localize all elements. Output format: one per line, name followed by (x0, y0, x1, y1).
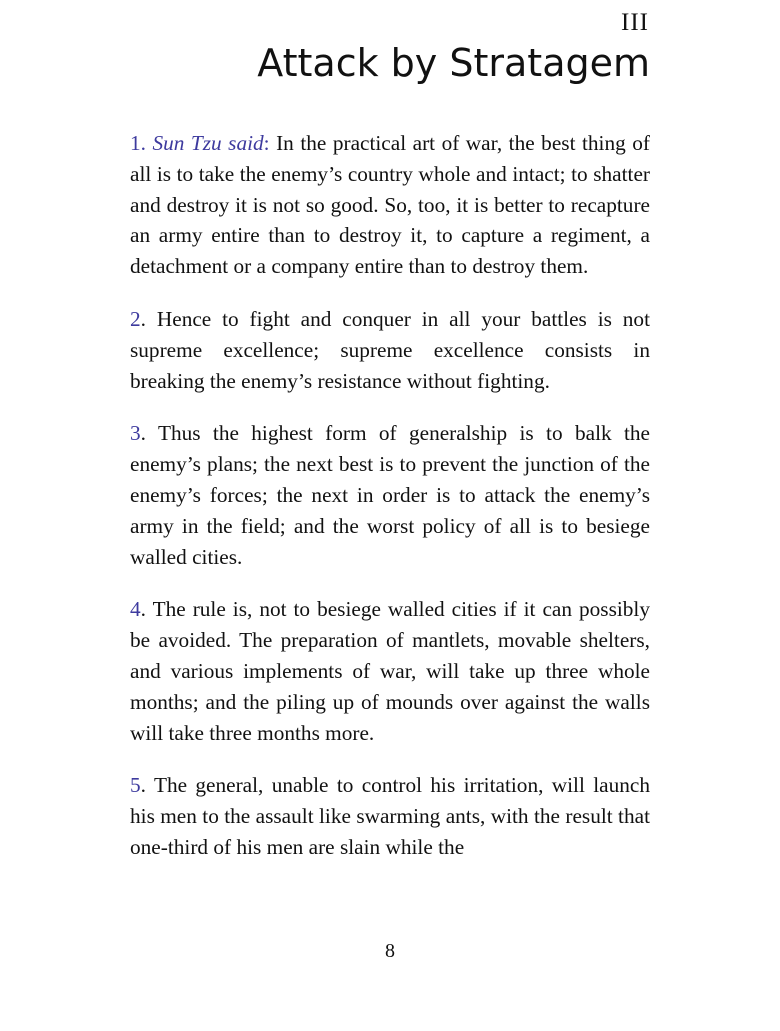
paragraph-number: 3 (130, 421, 141, 446)
paragraph-text: Thus the highest form of generalship is to balk the enemy’s plans; the next best is to prevent the junction of the enemy’s forces; the next in order is to attack the enemy’s army in the field; and the worst policy of all is to besiege walled cities. (130, 421, 650, 569)
speaker-attribution: Sun Tzu said (152, 131, 264, 155)
paragraph-text: In the practical art of war, the best thing of all is to take the enemy’s country whole and intact; to shatter and destroy it is not so good. So, too, it is better to recapture an army entire than to destroy it, to capture a regiment, a detachment or a company entire than to destroy them. (130, 131, 650, 279)
paragraph-2: 2. Hence to fight and conquer in all your battles is not supreme excellence; supreme excellence consists in breaking the enemy’s resistance without fighting. (130, 306, 650, 393)
chapter-title: Attack by Stratagem (257, 41, 650, 85)
paragraph-number: 5 (130, 773, 141, 798)
paragraph-number: 1 (130, 131, 141, 155)
paragraph-text: The rule is, not to besiege walled cities if it can possibly be avoided. The preparation of mantlets, movable shelters, and various implements of war, will take up three whole months; and the piling up of mounds over against the walls will take three months more. (130, 597, 650, 745)
paragraph-4: 4. The rule is, not to besiege walled cities if it can possibly be avoided. The preparation of mantlets, movable shelters, and various implements of war, will take up three whole months; and the piling up of mounds over against the walls will take three months more. (130, 597, 650, 745)
paragraph-3: 3. Thus the highest form of generalship is to balk the enemy’s plans; the next best is to prevent the junction of the enemy’s forces; the next in order is to attack the enemy’s army in the field; and the worst policy of all is to besiege walled cities. (130, 421, 650, 569)
page-number: 8 (385, 940, 395, 962)
paragraph-number: 4 (130, 597, 141, 622)
paragraph-number: 2 (130, 306, 141, 331)
paragraph-1: 1. Sun Tzu said: In the practical art of war, the best thing of all is to take the enemy’s country whole and intact; to shatter and destroy it is not so good. So, too, it is better to recapture an army entire than to destroy it, to capture a regiment, a detachment or a company entire than to destroy them. (130, 131, 650, 279)
paragraph-5: 5. The general, unable to control his irritation, will launch his men to the assault like swarming ants, with the result that one-third of his men are slain while the (130, 773, 650, 859)
chapter-number: III (621, 9, 649, 36)
paragraph-text: The general, unable to control his irritation, will launch his men to the assault like swarming ants, with the result that one-third of his men are slain while the (130, 773, 650, 859)
paragraph-text: Hence to fight and conquer in all your battles is not supreme excellence; supreme excellence consists in breaking the enemy’s resistance without fighting. (130, 306, 650, 393)
chapter-body (130, 128, 650, 885)
